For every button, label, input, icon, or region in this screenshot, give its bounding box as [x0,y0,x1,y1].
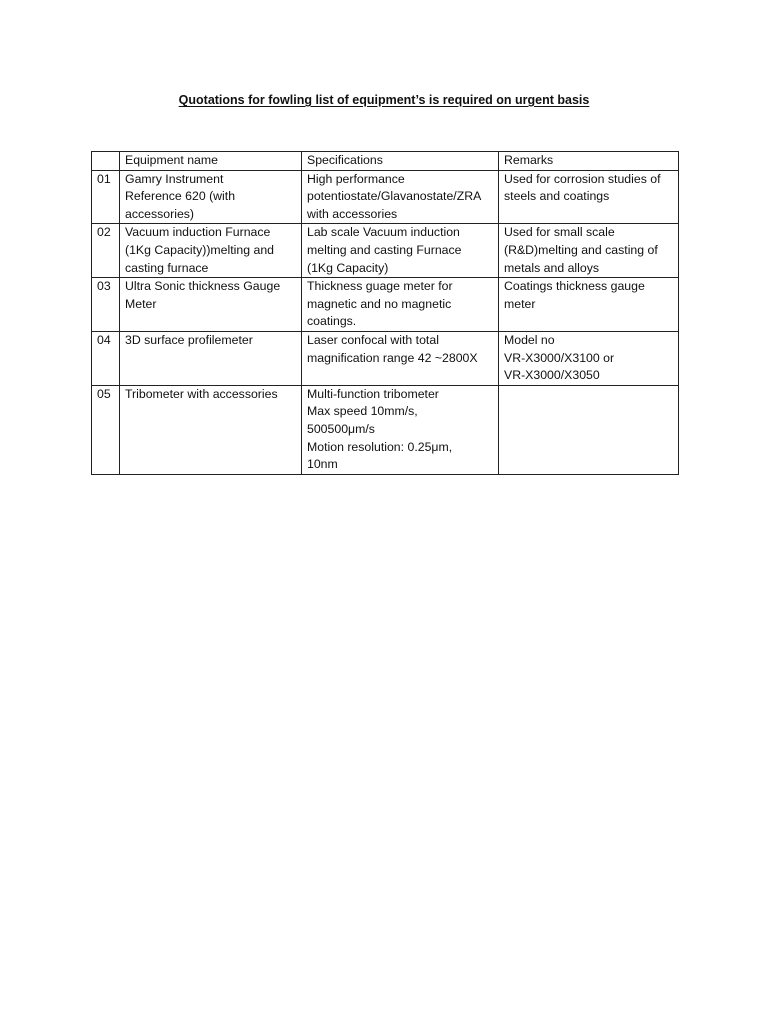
page-title: Quotations for fowling list of equipment’s is required on urgent basis [178,93,590,107]
remarks-cell: Used for small scale (R&D)melting and casting of metals and alloys [499,224,679,278]
table-header-row [92,152,679,171]
remarks-cell: Coatings thickness gauge meter [499,278,679,332]
equipment-name-cell: Ultra Sonic thickness Gauge Meter [120,278,302,332]
row-number: 03 [92,278,120,332]
column-header-specifications: Specifications [302,152,499,171]
specifications-cell: Multi-function tribometer Max speed 10mm/s, 500500μm/s Motion resolution: 0.25μm, 10nm [302,385,499,474]
specifications-cell: High performance potentiostate/Glavanostate/ZRA with accessories [302,170,499,224]
equipment-name-cell: 3D surface profilemeter [120,331,302,385]
equipment-name-cell: Gamry Instrument Reference 620 (with accessories) [120,170,302,224]
equipment-table [91,151,679,475]
column-header-equipment-name: Equipment name [120,152,302,171]
equipment-name-cell: Vacuum induction Furnace (1Kg Capacity))melting and casting furnace [120,224,302,278]
specifications-cell: Lab scale Vacuum induction melting and casting Furnace (1Kg Capacity) [302,224,499,278]
row-number: 04 [92,331,120,385]
row-number: 05 [92,385,120,474]
table-row [92,224,679,278]
remarks-cell: Model no VR-X3000/X3100 or VR-X3000/X3050 [499,331,679,385]
row-number: 02 [92,224,120,278]
remarks-cell: Used for corrosion studies of steels and coatings [499,170,679,224]
row-number: 01 [92,170,120,224]
table-row [92,278,679,332]
specifications-cell: Laser confocal with total magnification range 42 ~2800X [302,331,499,385]
specifications-cell: Thickness guage meter for magnetic and no magnetic coatings. [302,278,499,332]
table-row [92,170,679,224]
column-header-remarks: Remarks [499,152,679,171]
table-row [92,331,679,385]
remarks-cell [499,385,679,474]
column-header-number [92,152,120,171]
equipment-name-cell: Tribometer with accessories [120,385,302,474]
table-row [92,385,679,474]
